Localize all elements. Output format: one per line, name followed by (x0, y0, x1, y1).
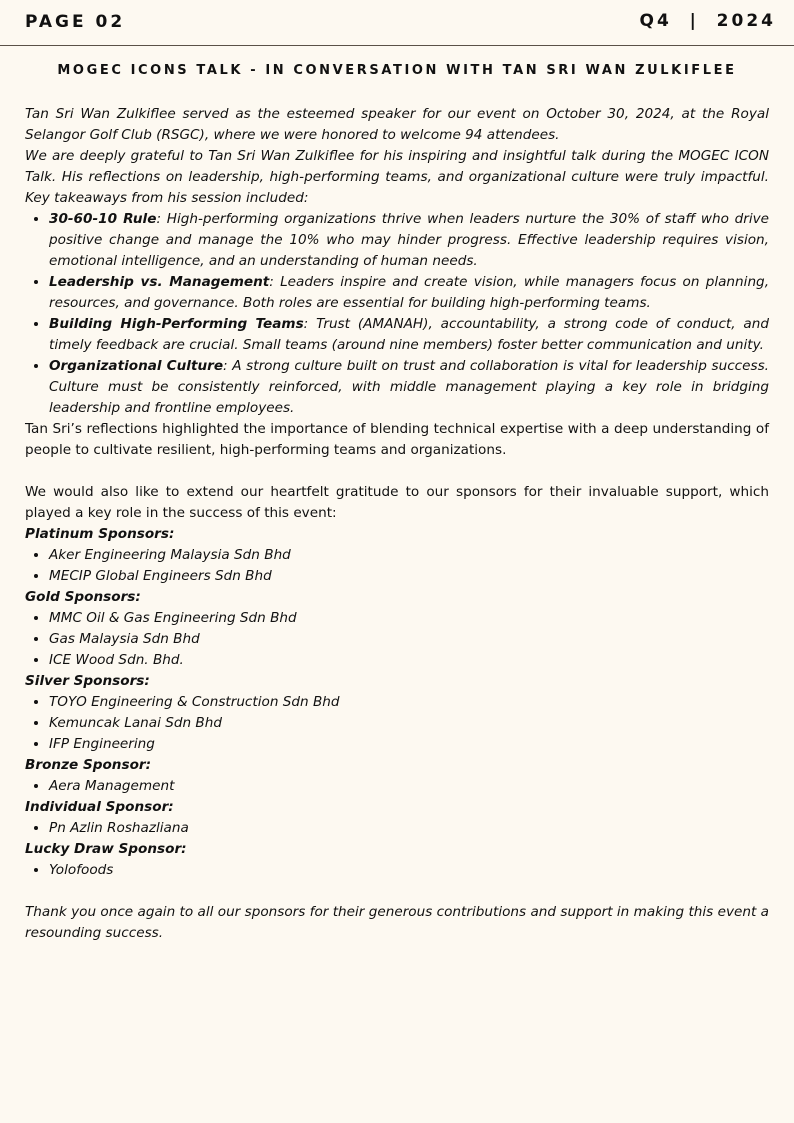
reflection-paragraph: Tan Sri’s reflections highlighted the importance of blending technical expertise with a deep understanding of people to cultivate resilient, high-performing teams and organizations. (25, 421, 769, 458)
article-body (25, 104, 769, 944)
sponsor-item: • Pn Azlin Roshazliana (49, 818, 769, 839)
silver-sponsors-list (25, 692, 769, 755)
intro-paragraph: Tan Sri Wan Zulkiflee served as the esteemed speaker for our event on October 30, 2024, at the Royal Selangor Golf Club (RSGC), where we were honored to welcome 94 attendees. (25, 106, 769, 143)
lucky-draw-sponsor-list (25, 860, 769, 881)
takeaway-item (49, 314, 769, 356)
article-title: MOGEC ICONS TALK - IN CONVERSATION WITH TAN SRI WAN ZULKIFLEE (57, 63, 737, 78)
gold-sponsors-heading: Gold Sponsors: (25, 589, 141, 605)
paragraph-spacer (25, 881, 769, 902)
page-number: PAGE 02 (25, 12, 126, 32)
paragraph-spacer (25, 461, 769, 482)
sponsor-item: • Kemuncak Lanai Sdn Bhd (49, 713, 769, 734)
takeaway-term: 30-60-10 Rule (49, 211, 157, 227)
platinum-sponsors-heading: Platinum Sponsors: (25, 526, 175, 542)
sponsor-item: • MMC Oil & Gas Engineering Sdn Bhd (49, 608, 769, 629)
sponsor-item: • Yolofoods (49, 860, 769, 881)
silver-sponsors-heading: Silver Sponsors: (25, 673, 150, 689)
individual-sponsor-list (25, 818, 769, 839)
sponsor-item: • ICE Wood Sdn. Bhd. (49, 650, 769, 671)
takeaway-text: : A strong culture built on trust and collaboration is vital for leadership success. Culture must be consistently reinforced, with middle management playing a key role in bridging leadership and frontline employees. (49, 358, 769, 416)
takeaway-item (49, 209, 769, 272)
gold-sponsors-list (25, 608, 769, 671)
takeaway-text: : High-performing organizations thrive when leaders nurture the 30% of staff who drive positive change and manage the 10% who may hinder progress. Effective leadership requires vision, emotional intelligence, and an understanding of human needs. (49, 211, 770, 269)
sponsor-item: • Aker Engineering Malaysia Sdn Bhd (49, 545, 769, 566)
gratitude-paragraph: We are deeply grateful to Tan Sri Wan Zulkiflee for his inspiring and insightful talk during the MOGEC ICON Talk. His reflections on leadership, high-performing teams, and organizational culture were truly impactful. Key takeaways from his session included: (25, 148, 769, 206)
lucky-draw-sponsor-heading: Lucky Draw Sponsor: (25, 841, 187, 857)
sponsor-item: • TOYO Engineering & Construction Sdn Bhd (49, 692, 769, 713)
takeaway-item (49, 356, 769, 419)
takeaway-text: : Trust (AMANAH), accountability, a strong code of conduct, and timely feedback are crucial. Small teams (around nine members) foster better communication and unity. (49, 316, 769, 353)
closing-paragraph: Thank you once again to all our sponsors for their generous contributions and support in making this event a resounding success. (25, 904, 769, 941)
individual-sponsor-heading: Individual Sponsor: (25, 799, 174, 815)
bronze-sponsor-heading: Bronze Sponsor: (25, 757, 152, 773)
sponsor-item: • MECIP Global Engineers Sdn Bhd (49, 566, 769, 587)
takeaways-list (25, 209, 769, 419)
sponsor-item: • Aera Management (49, 776, 769, 797)
bronze-sponsor-list (25, 776, 769, 797)
sponsor-item: • Gas Malaysia Sdn Bhd (49, 629, 769, 650)
sponsor-item: • IFP Engineering (49, 734, 769, 755)
issue-label: Q4 | 2024 (639, 11, 776, 31)
takeaway-term: Building High-Performing Teams (49, 316, 304, 332)
takeaway-term: Leadership vs. Management (49, 274, 270, 290)
takeaway-item (49, 272, 769, 314)
sponsor-intro-paragraph: We would also like to extend our heartfelt gratitude to our sponsors for their invaluable support, which played a key role in the success of this event: (25, 484, 769, 521)
page-header (0, 0, 794, 46)
takeaway-term: Organizational Culture (49, 358, 224, 374)
takeaway-text: : Leaders inspire and create vision, while managers focus on planning, resources, and governance. Both roles are essential for building high-performing teams. (49, 274, 770, 311)
platinum-sponsors-list (25, 545, 769, 587)
